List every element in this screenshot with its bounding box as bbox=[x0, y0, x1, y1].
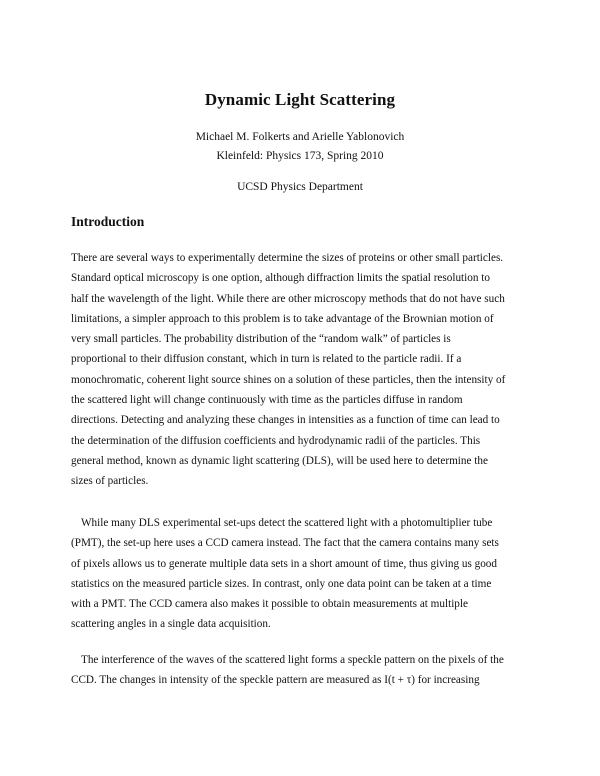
paragraph-3 bbox=[71, 650, 541, 691]
text-line: with a PMT. The CCD camera also makes it possible to obtain measurements at multiple bbox=[71, 598, 468, 611]
text-line: limitations, a simpler approach to this problem is to take advantage of the Brownian motion of bbox=[71, 312, 494, 325]
text-line: general method, known as dynamic light scattering (DLS), will be used here to determine the bbox=[71, 454, 488, 467]
text-line: the scattered light will change continuously with time as the particles diffuse in random bbox=[71, 394, 463, 407]
text-line: statistics on the measured particle sizes. In contrast, only one data point can be taken at a time bbox=[71, 577, 492, 590]
text-line: There are several ways to experimentally determine the sizes of proteins or other small particles. bbox=[71, 252, 504, 264]
text-line: of pixels allows us to generate multiple data sets in a short amount of time, thus giving us good bbox=[71, 557, 497, 570]
text-line: directions. Detecting and analyzing these changes in intensities as a function of time can lead to bbox=[71, 414, 500, 427]
text-line: the determination of the diffusion coefficients and hydrodynamic radii of the particles. This bbox=[71, 434, 481, 447]
text-line: proportional to their diffusion constant, which in turn is related to the particle radii. If a bbox=[71, 353, 462, 366]
text-line: CCD. The changes in intensity of the speckle pattern are measured as I(t + τ) for increasing bbox=[71, 674, 480, 687]
department: UCSD Physics Department bbox=[237, 181, 363, 193]
text-line: scattering angles in a single data acquisition. bbox=[71, 618, 271, 631]
section-heading: Introduction bbox=[71, 214, 145, 229]
author-block bbox=[0, 128, 600, 166]
text-line: very small particles. The probability distribution of the “random walk” of particles is bbox=[71, 333, 451, 346]
text-line: half the wavelength of the light. While there are other microscopy methods that do not have such bbox=[71, 292, 505, 305]
text-line: While many DLS experimental set-ups detect the scattered light with a photomultiplier tube bbox=[81, 517, 493, 529]
paragraph-1 bbox=[71, 248, 541, 492]
text-line: The interference of the waves of the scattered light forms a speckle pattern on the pixels of the bbox=[81, 654, 504, 666]
paragraph-2 bbox=[71, 513, 541, 635]
text-line: sizes of particles. bbox=[71, 475, 149, 488]
text-line: Standard optical microscopy is one option, although diffraction limits the spatial resolution to bbox=[71, 272, 490, 285]
text-line: monochromatic, coherent light source shines on a solution of these particles, then the intensity of bbox=[71, 373, 506, 386]
course-info: Kleinfeld: Physics 173, Spring 2010 bbox=[216, 150, 384, 162]
text-line: (PMT), the set-up here uses a CCD camera instead. The fact that the camera contains many sets bbox=[71, 537, 499, 550]
paper-title: Dynamic Light Scattering bbox=[204, 90, 396, 109]
authors: Michael M. Folkerts and Arielle Yablonovich bbox=[195, 131, 405, 143]
